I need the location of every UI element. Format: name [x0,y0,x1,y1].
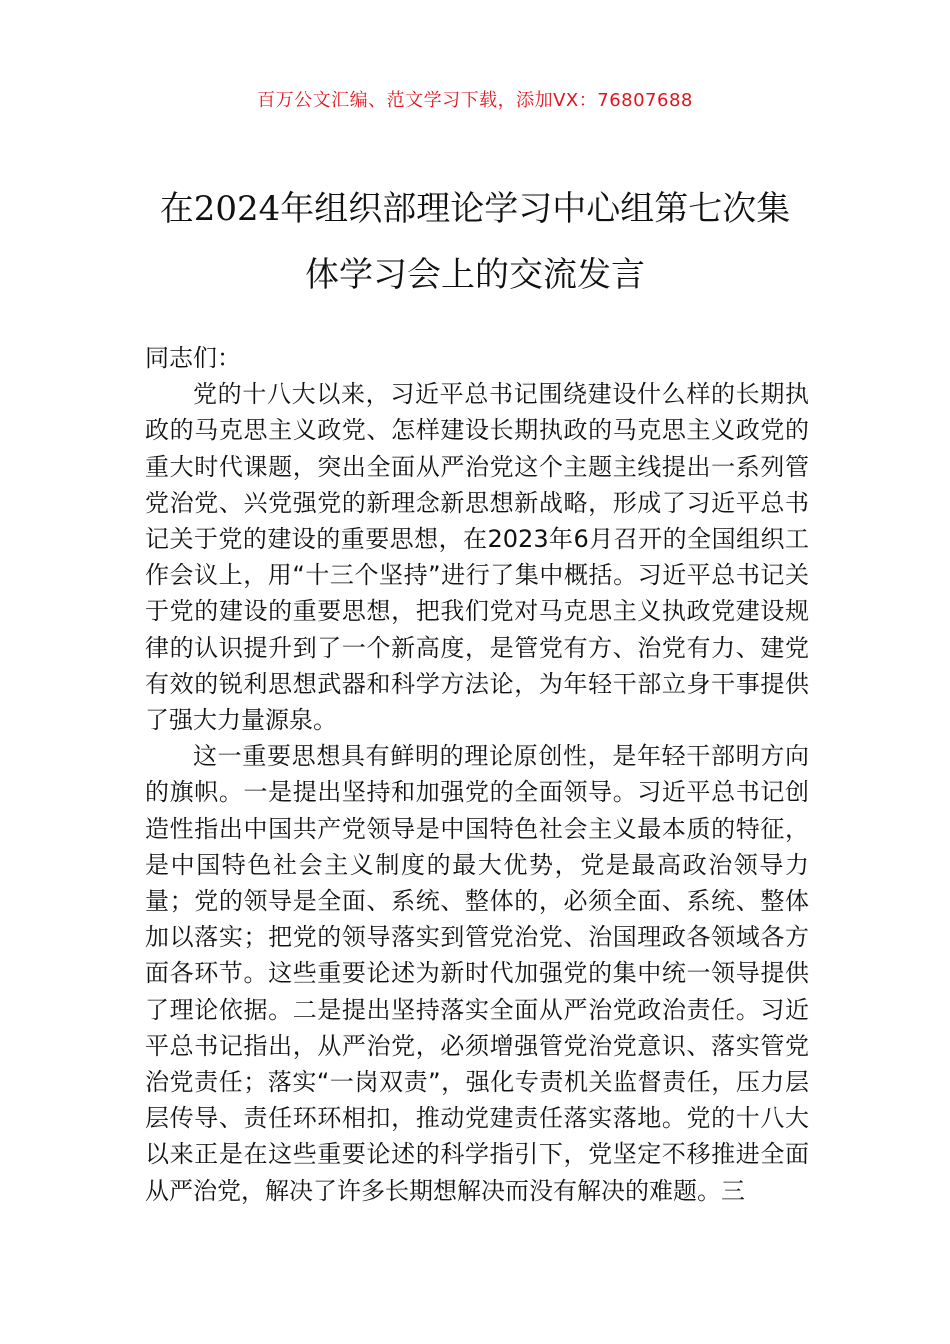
paragraph: 党的十八大以来，习近平总书记围绕建设什么样的长期执政的马克思主义政党、怎样建设长期执政的马克思主义政党的重大时代课题，突出全面从严治党这个主题主线提出一系列管党治党、兴党强党的新理念新思想新战略，形成了习近平总书记关于党的建设的重要思想，在2023年6月召开的全国组织工作会议上，用“十三个坚持”进行了集中概括。习近平总书记关于党的建设的重要思想，把我们党对马克思主义执政党建设规律的认识提升到了一个新高度，是管党有方、治党有力、建党有效的锐利思想武器和科学方法论，为年轻干部立身干事提供了强大力量源泉。 [145,380,809,735]
document-title [110,176,840,308]
document-body [145,340,809,1209]
header-watermark-note: 百万公文汇编、范文学习下载，添加VX：76807688 [257,90,693,111]
title-line-1: 在2024年组织部理论学习中心组第七次集 [159,189,791,229]
salutation: 同志们： [145,344,241,372]
paragraph: 这一重要思想具有鲜明的理论原创性，是年轻干部明方向的旗帜。一是提出坚持和加强党的全面领导。习近平总书记创造性指出中国共产党领导是中国特色社会主义最本质的特征，是中国特色社会主义制度的最大优势，党是最高政治领导力量；党的领导是全面、系统、整体的，必须全面、系统、整体加以落实；把党的领导落实到管党治党、治国理政各领域各方面各环节。这些重要论述为新时代加强党的集中统一领导提供了理论依据。二是提出坚持落实全面从严治党政治责任。习近平总书记指出，从严治党，必须增强管党治党意识、落实管党治党责任；落实“一岗双责”，强化专责机关监督责任，压力层层传导、责任环环相扣，推动党建责任落实落地。党的十八大以来正是在这些重要论述的科学指引下，党坚定不移推进全面从严治党，解决了许多长期想解决而没有解决的难题。三 [145,742,809,1205]
title-line-2: 体学习会上的交流发言 [305,255,645,295]
